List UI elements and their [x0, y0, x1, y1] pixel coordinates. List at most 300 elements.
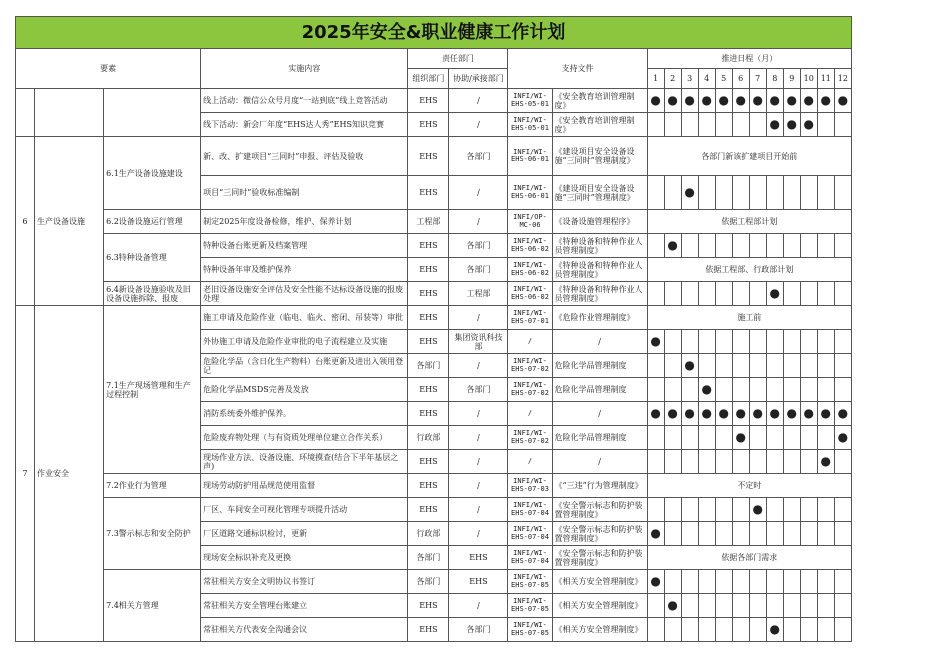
month-cell	[732, 570, 749, 594]
month-cell	[681, 282, 698, 306]
month-cell	[698, 594, 715, 618]
doc-code-cell: INFI/WI-EHS-07-05	[508, 618, 552, 642]
month-cell	[647, 113, 664, 137]
table-row	[16, 570, 852, 594]
month-cell	[817, 522, 834, 546]
month-cell	[834, 234, 851, 258]
month-cell	[817, 426, 834, 450]
month-cell	[800, 522, 817, 546]
month-mark: ●	[834, 402, 851, 426]
doc-code-cell: INFI/WI-EHS-07-02	[508, 426, 552, 450]
month-mark: ●	[715, 402, 732, 426]
month-cell	[715, 378, 732, 402]
month-cell	[783, 522, 800, 546]
month-cell	[698, 113, 715, 137]
month-cell	[766, 570, 783, 594]
org-dept-cell: EHS	[408, 330, 449, 354]
table-row	[16, 498, 852, 522]
sub-element: 7.3警示标志和安全防护	[104, 498, 201, 570]
assist-dept-cell: /	[449, 306, 508, 330]
month-cell	[766, 498, 783, 522]
schedule-note: 依据各部门需求	[647, 546, 851, 570]
org-dept-cell: EHS	[408, 498, 449, 522]
doc-code-cell: INFI/WI-EHS-06-01	[508, 176, 552, 210]
sub-element: 6.2设备设施运行管理	[104, 210, 201, 234]
org-dept-cell: EHS	[408, 113, 449, 137]
doc-name-cell: 《安全警示标志和防护装置管理制度》	[552, 522, 647, 546]
month-header: 6	[732, 69, 749, 89]
month-cell	[749, 522, 766, 546]
month-cell	[732, 234, 749, 258]
month-cell	[783, 594, 800, 618]
month-cell	[800, 498, 817, 522]
content-cell: 危险废弃物处理（与有资质处理单位建立合作关系）	[201, 426, 408, 450]
month-cell	[732, 522, 749, 546]
month-cell	[817, 618, 834, 642]
month-cell	[766, 594, 783, 618]
month-cell	[834, 522, 851, 546]
month-cell	[681, 570, 698, 594]
month-mark: ●	[647, 330, 664, 354]
month-mark: ●	[647, 522, 664, 546]
month-cell	[715, 498, 732, 522]
header-schedule: 推进日程（月）	[647, 49, 851, 69]
month-mark: ●	[817, 89, 834, 113]
content-cell: 常驻相关方安全文明协议书签订	[201, 570, 408, 594]
month-cell	[834, 330, 851, 354]
month-mark: ●	[800, 113, 817, 137]
month-mark: ●	[834, 89, 851, 113]
month-cell	[715, 594, 732, 618]
content-cell: 厂区道路交通标识检讨，更新	[201, 522, 408, 546]
month-mark: ●	[664, 594, 681, 618]
doc-name-cell: 《安全教育培训管理制度》	[552, 89, 647, 113]
month-cell	[783, 378, 800, 402]
assist-dept-cell: 各部门	[449, 378, 508, 402]
month-cell	[834, 378, 851, 402]
doc-code-cell: INFI/WI-EHS-07-04	[508, 522, 552, 546]
month-cell	[664, 354, 681, 378]
assist-dept-cell: EHS	[449, 570, 508, 594]
org-dept-cell: 工程部	[408, 210, 449, 234]
month-mark: ●	[783, 113, 800, 137]
month-cell	[698, 234, 715, 258]
month-cell	[681, 426, 698, 450]
month-cell	[800, 426, 817, 450]
month-cell	[834, 450, 851, 474]
month-cell	[834, 176, 851, 210]
doc-name-cell: 《设备设施管理程序》	[552, 210, 647, 234]
month-cell	[732, 450, 749, 474]
month-header: 3	[681, 69, 698, 89]
table-row	[16, 210, 852, 234]
org-dept-cell: EHS	[408, 176, 449, 210]
month-cell	[681, 330, 698, 354]
month-mark: ●	[766, 402, 783, 426]
doc-name-cell: 《特种设备和特种作业人员管理制度》	[552, 258, 647, 282]
month-cell	[817, 234, 834, 258]
month-cell	[732, 113, 749, 137]
month-cell	[664, 176, 681, 210]
doc-name-cell: /	[552, 450, 647, 474]
month-cell	[715, 234, 732, 258]
content-cell: 项目“三同时”验收标准编制	[201, 176, 408, 210]
doc-name-cell: 《相关方安全管理制度》	[552, 570, 647, 594]
content-cell: 制定2025年度设备检修，维护、保养计划	[201, 210, 408, 234]
sub-element: 7.2作业行为管理	[104, 474, 201, 498]
table-row	[16, 306, 852, 330]
month-mark: ●	[783, 402, 800, 426]
month-cell	[698, 282, 715, 306]
doc-name-cell: /	[552, 402, 647, 426]
month-cell	[749, 113, 766, 137]
month-cell	[783, 450, 800, 474]
doc-name-cell: 危险化学品管理制度	[552, 426, 647, 450]
month-cell	[664, 450, 681, 474]
content-cell: 线上活动：微信公众号月度“一站到底”线上竞答活动	[201, 89, 408, 113]
schedule-note: 施工前	[647, 306, 851, 330]
month-cell	[664, 426, 681, 450]
org-dept-cell: 各部门	[408, 546, 449, 570]
month-cell	[698, 354, 715, 378]
org-dept-cell: EHS	[408, 282, 449, 306]
month-cell	[800, 234, 817, 258]
month-cell	[817, 176, 834, 210]
month-cell	[834, 570, 851, 594]
assist-dept-cell: /	[449, 89, 508, 113]
month-cell	[715, 570, 732, 594]
table-row	[16, 474, 852, 498]
content-cell: 特种设备台账更新及档案管理	[201, 234, 408, 258]
month-cell	[647, 594, 664, 618]
content-cell: 新、改、扩建项目“三同时”申报、评估及验收	[201, 137, 408, 176]
safety-plan-table	[15, 16, 852, 642]
header-content: 实施内容	[201, 49, 408, 89]
group-name: 作业安全	[35, 306, 104, 642]
month-cell	[749, 282, 766, 306]
schedule-note: 依据工程部、行政部计划	[647, 258, 851, 282]
month-cell	[664, 570, 681, 594]
content-cell: 外协施工申请及危险作业审批的电子流程建立及实施	[201, 330, 408, 354]
month-cell	[749, 234, 766, 258]
month-cell	[783, 570, 800, 594]
schedule-note: 各部门新该扩建项目开始前	[647, 137, 851, 176]
group-name	[35, 89, 104, 137]
content-cell: 危险化学品（含日化生产物料）台账更新及进出入领用登记	[201, 354, 408, 378]
month-cell	[715, 618, 732, 642]
content-cell: 常驻相关方代表安全沟通会议	[201, 618, 408, 642]
month-cell	[681, 594, 698, 618]
month-cell	[698, 176, 715, 210]
doc-code-cell: INFI/WI-EHS-07-02	[508, 354, 552, 378]
month-cell	[715, 113, 732, 137]
month-cell	[766, 234, 783, 258]
org-dept-cell: EHS	[408, 378, 449, 402]
content-cell: 危险化学品MSDS完善及发放	[201, 378, 408, 402]
month-cell	[766, 330, 783, 354]
month-mark: ●	[766, 113, 783, 137]
month-cell	[664, 282, 681, 306]
month-cell	[647, 450, 664, 474]
month-mark: ●	[732, 89, 749, 113]
month-cell	[647, 498, 664, 522]
org-dept-cell: EHS	[408, 618, 449, 642]
month-cell	[647, 618, 664, 642]
month-mark: ●	[732, 426, 749, 450]
org-dept-cell: EHS	[408, 450, 449, 474]
month-cell	[681, 498, 698, 522]
month-cell	[681, 378, 698, 402]
group-name: 生产设备设施	[35, 137, 104, 306]
assist-dept-cell: /	[449, 354, 508, 378]
assist-dept-cell: /	[449, 450, 508, 474]
month-cell	[834, 113, 851, 137]
month-header: 10	[800, 69, 817, 89]
page-title: 2025年安全&职业健康工作计划	[16, 17, 852, 49]
month-cell	[715, 330, 732, 354]
month-header: 4	[698, 69, 715, 89]
doc-code-cell: INFI/WI-EHS-07-02	[508, 378, 552, 402]
assist-dept-cell: 各部门	[449, 234, 508, 258]
month-header: 7	[749, 69, 766, 89]
month-cell	[732, 176, 749, 210]
org-dept-cell: EHS	[408, 474, 449, 498]
month-mark: ●	[681, 402, 698, 426]
month-cell	[715, 426, 732, 450]
month-cell	[732, 618, 749, 642]
month-mark: ●	[647, 402, 664, 426]
month-mark: ●	[800, 89, 817, 113]
month-cell	[732, 354, 749, 378]
content-cell: 线下活动：新会厂年度“EHS达人秀”EHS知识竞赛	[201, 113, 408, 137]
assist-dept-cell: /	[449, 402, 508, 426]
assist-dept-cell: /	[449, 498, 508, 522]
month-cell	[766, 522, 783, 546]
month-mark: ●	[698, 402, 715, 426]
doc-name-cell: 《相关方安全管理制度》	[552, 618, 647, 642]
assist-dept-cell: 各部门	[449, 137, 508, 176]
month-mark: ●	[698, 89, 715, 113]
doc-name-cell: 《特种设备和特种作业人员管理制度》	[552, 282, 647, 306]
header-assist: 协助/承接部门	[449, 69, 508, 89]
month-header: 9	[783, 69, 800, 89]
month-cell	[732, 594, 749, 618]
header-support: 支持文件	[508, 49, 647, 89]
month-header: 2	[664, 69, 681, 89]
month-cell	[749, 426, 766, 450]
month-cell	[800, 450, 817, 474]
month-cell	[715, 282, 732, 306]
doc-code-cell: /	[508, 402, 552, 426]
month-cell	[766, 176, 783, 210]
org-dept-cell: EHS	[408, 402, 449, 426]
sub-element: 7.1生产现场管理和生产过程控制	[104, 306, 201, 474]
assist-dept-cell: /	[449, 522, 508, 546]
month-cell	[817, 498, 834, 522]
table-row	[16, 89, 852, 113]
month-cell	[664, 113, 681, 137]
month-cell	[698, 330, 715, 354]
month-cell	[715, 176, 732, 210]
doc-code-cell: INFI/WI-EHS-07-05	[508, 594, 552, 618]
month-cell	[698, 498, 715, 522]
month-mark: ●	[647, 570, 664, 594]
month-header: 5	[715, 69, 732, 89]
group-number: 6	[16, 137, 35, 306]
month-cell	[766, 378, 783, 402]
month-cell	[647, 354, 664, 378]
month-cell	[783, 176, 800, 210]
assist-dept-cell: /	[449, 210, 508, 234]
month-cell	[834, 594, 851, 618]
month-mark: ●	[783, 89, 800, 113]
month-mark: ●	[698, 378, 715, 402]
content-cell: 老旧设备设施安全评估及安全性能不达标设备设施的报废处理	[201, 282, 408, 306]
month-mark: ●	[664, 89, 681, 113]
content-cell: 现场安全标识补充及更换	[201, 546, 408, 570]
month-cell	[783, 426, 800, 450]
month-header: 11	[817, 69, 834, 89]
header-elements: 要素	[16, 49, 201, 89]
group-number: 7	[16, 306, 35, 642]
month-cell	[749, 594, 766, 618]
assist-dept-cell: 工程部	[449, 282, 508, 306]
doc-name-cell: 《建设项目安全设备设施“三同时”管理制度》	[552, 176, 647, 210]
table-row	[16, 282, 852, 306]
month-cell	[800, 282, 817, 306]
month-cell	[681, 522, 698, 546]
month-cell	[800, 378, 817, 402]
month-cell	[817, 354, 834, 378]
month-cell	[817, 378, 834, 402]
doc-name-cell: 危险化学品管理制度	[552, 378, 647, 402]
doc-name-cell: 《相关方安全管理制度》	[552, 594, 647, 618]
month-cell	[698, 522, 715, 546]
month-cell	[681, 450, 698, 474]
month-mark: ●	[749, 498, 766, 522]
month-mark: ●	[766, 618, 783, 642]
month-cell	[698, 450, 715, 474]
month-header: 8	[766, 69, 783, 89]
month-cell	[766, 426, 783, 450]
month-cell	[783, 354, 800, 378]
sub-element	[104, 89, 201, 137]
month-cell	[715, 450, 732, 474]
month-cell	[732, 378, 749, 402]
content-cell: 现场作业方法、设备设施、环境摸查(结合下半年基层之声)	[201, 450, 408, 474]
month-cell	[749, 176, 766, 210]
month-cell	[800, 354, 817, 378]
month-header: 1	[647, 69, 664, 89]
month-cell	[664, 330, 681, 354]
org-dept-cell: EHS	[408, 234, 449, 258]
month-cell	[817, 570, 834, 594]
month-cell	[817, 594, 834, 618]
month-mark: ●	[834, 426, 851, 450]
month-cell	[647, 282, 664, 306]
month-cell	[817, 113, 834, 137]
month-cell	[749, 570, 766, 594]
content-cell: 厂区、车间安全可视化管理专项提升活动	[201, 498, 408, 522]
month-cell	[732, 330, 749, 354]
doc-code-cell: INFI/WI-EHS-07-04	[508, 546, 552, 570]
header-responsible: 责任部门	[408, 49, 508, 69]
content-cell: 现场劳动防护用品规范使用监督	[201, 474, 408, 498]
assist-dept-cell: /	[449, 176, 508, 210]
month-cell	[664, 378, 681, 402]
assist-dept-cell: 各部门	[449, 258, 508, 282]
month-cell	[749, 354, 766, 378]
doc-code-cell: INFI/WI-EHS-07-01	[508, 306, 552, 330]
org-dept-cell: EHS	[408, 594, 449, 618]
org-dept-cell: 行政部	[408, 522, 449, 546]
doc-name-cell: 《安全教育培训管理制度》	[552, 113, 647, 137]
doc-code-cell: INFI/WI-EHS-07-05	[508, 570, 552, 594]
month-cell	[783, 234, 800, 258]
table-row	[16, 234, 852, 258]
sub-element: 6.1生产设备设施建设	[104, 137, 201, 210]
doc-code-cell: INFI/WI-EHS-06-02	[508, 282, 552, 306]
content-cell: 消防系统委外维护保养。	[201, 402, 408, 426]
month-cell	[800, 618, 817, 642]
month-cell	[647, 176, 664, 210]
doc-name-cell: 《危险作业管理制度》	[552, 306, 647, 330]
doc-code-cell: /	[508, 450, 552, 474]
month-cell	[681, 618, 698, 642]
month-cell	[664, 618, 681, 642]
month-mark: ●	[817, 450, 834, 474]
month-cell	[800, 176, 817, 210]
doc-name-cell: 《安全警示标志和防护装置管理制度》	[552, 546, 647, 570]
assist-dept-cell: 各部门	[449, 618, 508, 642]
month-cell	[817, 282, 834, 306]
doc-name-cell: 《安全警示标志和防护装置管理制度》	[552, 498, 647, 522]
month-mark: ●	[664, 402, 681, 426]
sub-element: 7.4相关方管理	[104, 570, 201, 642]
doc-code-cell: INFI/WI-EHS-06-02	[508, 258, 552, 282]
month-cell	[732, 498, 749, 522]
month-mark: ●	[766, 89, 783, 113]
doc-code-cell: INFI/WI-EHS-05-01	[508, 113, 552, 137]
month-cell	[749, 330, 766, 354]
month-cell	[664, 498, 681, 522]
assist-dept-cell: /	[449, 474, 508, 498]
doc-code-cell: INFI/WI-EHS-05-01	[508, 89, 552, 113]
org-dept-cell: EHS	[408, 137, 449, 176]
doc-code-cell: INFI/WI-EHS-06-02	[508, 234, 552, 258]
month-cell	[800, 330, 817, 354]
month-cell	[647, 234, 664, 258]
doc-name-cell: 《“三违”行为管理制度》	[552, 474, 647, 498]
doc-name-cell: 《建设项目安全设备设施“三同时”管理制度》	[552, 137, 647, 176]
content-cell: 特种设备年审及维护保养	[201, 258, 408, 282]
org-dept-cell: EHS	[408, 306, 449, 330]
month-cell	[715, 522, 732, 546]
month-cell	[834, 282, 851, 306]
month-mark: ●	[681, 354, 698, 378]
doc-code-cell: INFI/WI-EHS-07-04	[508, 498, 552, 522]
month-cell	[766, 450, 783, 474]
doc-code-cell: INFI/WI-EHS-07-03	[508, 474, 552, 498]
month-mark: ●	[732, 402, 749, 426]
org-dept-cell: 行政部	[408, 426, 449, 450]
month-cell	[715, 354, 732, 378]
month-mark: ●	[664, 234, 681, 258]
table-row	[16, 137, 852, 176]
doc-code-cell: INFI/OP-MC-06	[508, 210, 552, 234]
group-number	[16, 89, 35, 137]
content-cell: 常驻相关方安全管理台账建立	[201, 594, 408, 618]
